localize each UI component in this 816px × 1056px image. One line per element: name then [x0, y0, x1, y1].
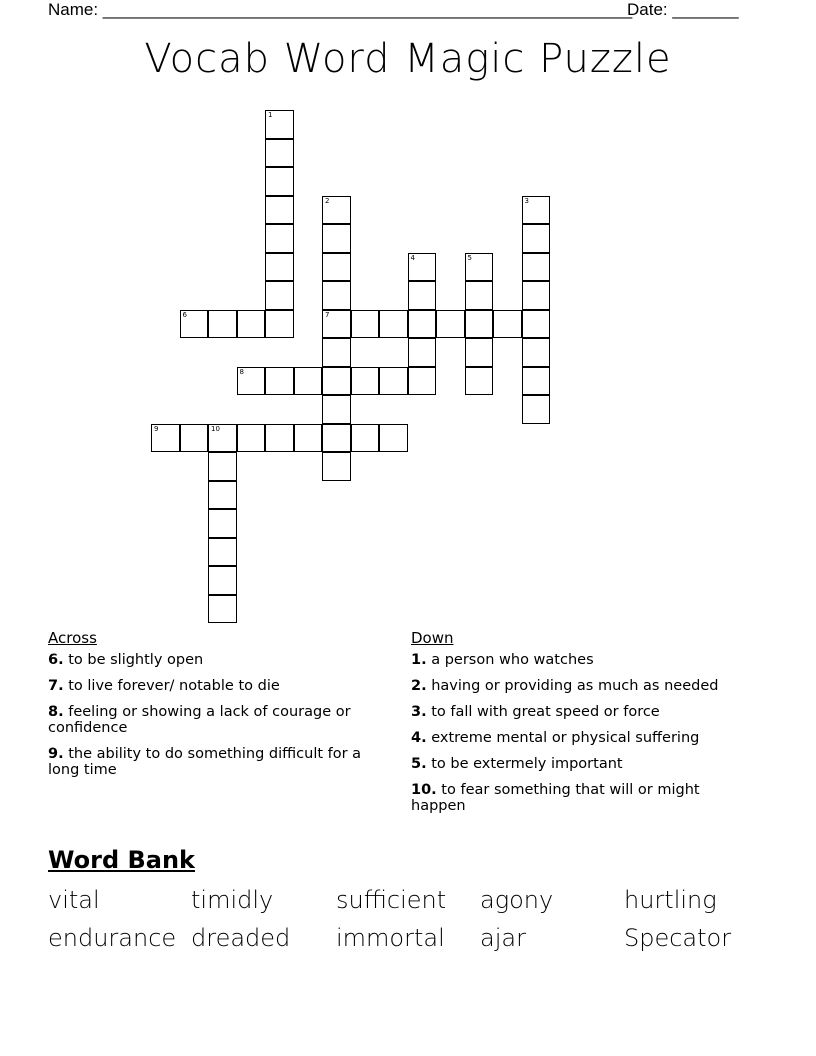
word-bank-word: Specator	[624, 924, 732, 952]
crossword-cell[interactable]	[322, 224, 351, 253]
crossword-cell[interactable]	[522, 281, 551, 310]
clue-number: 4	[410, 253, 415, 262]
word-bank-word: vital	[48, 886, 100, 914]
down-clue: 10. to fear something that will or might happen	[411, 782, 700, 814]
crossword-cell[interactable]	[208, 595, 237, 624]
crossword-cell[interactable]	[322, 338, 351, 367]
crossword-cell[interactable]	[465, 367, 494, 396]
crossword-cell[interactable]	[379, 424, 408, 453]
crossword-cell[interactable]	[265, 110, 294, 139]
across-clue: 7. to live forever/ notable to die	[48, 678, 280, 694]
crossword-cell[interactable]	[237, 424, 266, 453]
down-heading: Down	[411, 629, 454, 647]
crossword-cell[interactable]	[408, 253, 437, 282]
crossword-cell[interactable]	[265, 224, 294, 253]
across-clue: 6. to be slightly open	[48, 652, 204, 668]
clue-number: 2	[325, 196, 330, 205]
crossword-cell[interactable]	[493, 310, 522, 339]
crossword-cell[interactable]	[322, 253, 351, 282]
crossword-cell[interactable]	[379, 310, 408, 339]
crossword-cell[interactable]	[351, 367, 380, 396]
clue-number: 10	[211, 424, 220, 433]
down-clues	[411, 630, 751, 824]
crossword-cell[interactable]	[465, 253, 494, 282]
crossword-cell[interactable]	[379, 367, 408, 396]
crossword-cell[interactable]	[351, 424, 380, 453]
crossword-cell[interactable]	[465, 338, 494, 367]
down-clue: 5. to be extermely important	[411, 756, 623, 772]
crossword-cell[interactable]	[208, 424, 237, 453]
crossword-cell[interactable]	[408, 310, 437, 339]
word-bank-word: sufficient	[336, 886, 447, 914]
crossword-cell[interactable]	[522, 253, 551, 282]
crossword-cell[interactable]	[522, 196, 551, 225]
crossword-cell[interactable]	[208, 538, 237, 567]
crossword-cell[interactable]	[322, 281, 351, 310]
crossword-cell[interactable]	[180, 424, 209, 453]
clue-number: 9	[154, 424, 159, 433]
crossword-cell[interactable]	[265, 281, 294, 310]
down-clue: 4. extreme mental or physical suffering	[411, 730, 700, 746]
clue-number: 7	[325, 310, 330, 319]
clue-number: 8	[239, 367, 244, 376]
name-field[interactable]: Name: ________________________________________________________	[48, 0, 633, 19]
crossword-cell[interactable]	[265, 196, 294, 225]
crossword-cell[interactable]	[237, 310, 266, 339]
crossword-cell[interactable]	[522, 395, 551, 424]
crossword-cell[interactable]	[265, 310, 294, 339]
puzzle-title: Vocab Word Magic Puzzle	[144, 36, 672, 82]
crossword-cell[interactable]	[294, 424, 323, 453]
crossword-cell[interactable]	[322, 310, 351, 339]
crossword-cell[interactable]	[436, 310, 465, 339]
word-bank-word: ajar	[480, 924, 526, 952]
word-bank-word: hurtling	[624, 886, 717, 914]
crossword-cell[interactable]	[208, 481, 237, 510]
word-bank-word: timidly	[191, 886, 274, 914]
crossword-cell[interactable]	[322, 395, 351, 424]
crossword-cell[interactable]	[522, 224, 551, 253]
crossword-cell[interactable]	[351, 310, 380, 339]
across-clue: 9. the ability to do something difficult for a long time	[48, 746, 362, 778]
crossword-cell[interactable]	[322, 424, 351, 453]
clue-number: 6	[182, 310, 187, 319]
crossword-cell[interactable]	[522, 338, 551, 367]
word-bank-word: dreaded	[191, 924, 291, 952]
crossword-cell[interactable]	[265, 424, 294, 453]
crossword-cell[interactable]	[265, 367, 294, 396]
crossword-cell[interactable]	[322, 367, 351, 396]
clue-number: 3	[524, 196, 529, 205]
across-heading: Across	[48, 629, 97, 647]
crossword-cell[interactable]	[408, 338, 437, 367]
crossword-cell[interactable]	[294, 367, 323, 396]
word-bank-word: endurance	[48, 924, 177, 952]
down-clue: 1. a person who watches	[411, 652, 594, 668]
crossword-cell[interactable]	[465, 281, 494, 310]
crossword-cell[interactable]	[265, 167, 294, 196]
crossword-cell[interactable]	[465, 310, 494, 339]
crossword-cell[interactable]	[151, 424, 180, 453]
across-clues	[48, 630, 388, 788]
crossword-cell[interactable]	[408, 281, 437, 310]
crossword-cell[interactable]	[208, 452, 237, 481]
word-bank-word: agony	[480, 886, 554, 914]
crossword-cell[interactable]	[522, 367, 551, 396]
crossword-cell[interactable]	[265, 253, 294, 282]
down-clue: 2. having or providing as much as needed	[411, 678, 719, 694]
date-field[interactable]: Date: _______	[627, 0, 739, 19]
across-clue: 8. feeling or showing a lack of courage or confidence	[48, 704, 351, 736]
crossword-cell[interactable]	[237, 367, 266, 396]
crossword-cell[interactable]	[408, 367, 437, 396]
crossword-cell[interactable]	[208, 509, 237, 538]
crossword-cell[interactable]	[522, 310, 551, 339]
clue-number: 5	[467, 253, 472, 262]
crossword-cell[interactable]	[208, 566, 237, 595]
crossword-cell[interactable]	[208, 310, 237, 339]
crossword-cell[interactable]	[180, 310, 209, 339]
word-bank-heading: Word Bank	[48, 846, 196, 874]
crossword-cell[interactable]	[322, 196, 351, 225]
down-clue: 3. to fall with great speed or force	[411, 704, 660, 720]
word-bank-word: immortal	[336, 924, 445, 952]
clue-number: 1	[268, 111, 273, 119]
crossword-cell[interactable]	[322, 452, 351, 481]
crossword-cell[interactable]	[265, 139, 294, 168]
